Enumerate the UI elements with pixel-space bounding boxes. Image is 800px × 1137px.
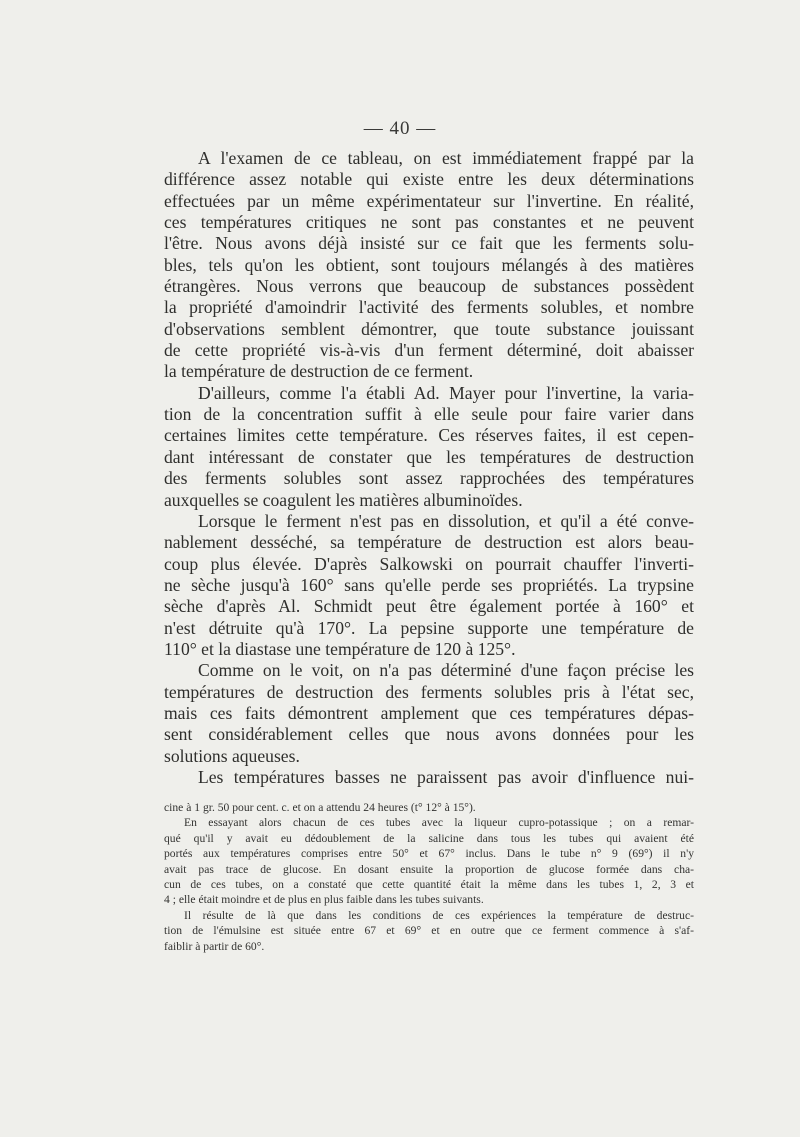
footnote-line: avait pas trace de glucose. En dosant ensuite la proportion de glucose formée dans cha-: [164, 862, 694, 876]
text-line: auxquelles se coagulent les matières albuminoïdes.: [164, 489, 523, 510]
text-line: sent considérablement celles que nous avons données pour les: [164, 724, 694, 745]
paragraph: [164, 148, 694, 383]
text-line: d'observations semblent démontrer, que toute substance jouissant: [164, 318, 694, 339]
text-line: certaines limites cette température. Ces réserves faites, il est cepen-: [164, 425, 694, 446]
footnote-line: portés aux températures comprises entre 50° et 67° inclus. Dans le tube n° 9 (69°) il n'y: [164, 847, 694, 861]
footnote: [164, 908, 694, 954]
text-line: A l'examen de ce tableau, on est immédiatement frappé par la: [198, 148, 694, 168]
text-line: tion de la concentration suffit à elle seule pour faire varier dans: [164, 404, 694, 425]
text-line: la température de destruction de ce ferment.: [164, 361, 474, 382]
footnote-line: 4 ; elle était moindre et de plus en plus faible dans les tubes suivants.: [164, 893, 484, 907]
text-line: D'ailleurs, comme l'a établi Ad. Mayer pour l'invertine, la varia-: [198, 382, 694, 403]
text-line: Lorsque le ferment n'est pas en dissolution, et qu'il a été conve-: [198, 510, 694, 531]
text-line: températures de destruction des ferments solubles pris à l'état sec,: [164, 681, 694, 702]
text-line: effectuées par un même expérimentateur sur l'invertine. En réalité,: [164, 190, 694, 211]
footnote: [164, 815, 694, 907]
footnote-line: cine à 1 gr. 50 pour cent. c. et on a attendu 24 heures (t° 12° à 15°).: [164, 801, 476, 814]
text-line: mais ces faits démontrent amplement que ces températures dépas-: [164, 702, 694, 723]
page-number: — 40 —: [363, 118, 437, 139]
text-line: coup plus élevée. D'après Salkowski on pourrait chauffer l'inverti-: [164, 553, 694, 574]
text-line: différence assez notable qui existe entre les deux déterminations: [164, 169, 694, 190]
text-line: solutions aqueuses.: [164, 745, 300, 766]
text-line: bles, tels qu'on les obtient, sont toujours mélangés à des matières: [164, 254, 694, 275]
text-line: de cette propriété vis-à-vis d'un ferment déterminé, doit abaisser: [164, 340, 694, 361]
paragraph: [164, 767, 694, 788]
text-line: Comme on le voit, on n'a pas déterminé d'une façon précise les: [198, 660, 694, 681]
paragraph: [164, 660, 694, 767]
text-line: l'être. Nous avons déjà insisté sur ce fait que les ferments solu-: [164, 233, 694, 254]
footnote-line: cun de ces tubes, on a constaté que cette quantité était la même dans les tubes 1, 2, 3 et: [164, 877, 694, 891]
footnote: [164, 800, 694, 815]
paragraph: [164, 511, 694, 660]
text-line: ne sèche jusqu'à 160° sans qu'elle perde ses propriétés. La trypsine: [164, 574, 694, 595]
text-line: n'est détruite qu'à 170°. La pepsine supporte une température de: [164, 617, 694, 638]
footnote-line: tion de l'émulsine est située entre 67 et 69° et en outre que ce ferment commence à s'af-: [164, 924, 694, 938]
text-line: sèche d'après Al. Schmidt peut être également portée à 160° et: [164, 596, 694, 617]
text-line: Les températures basses ne paraissent pas avoir d'influence nui-: [198, 766, 694, 787]
paragraph: [164, 383, 694, 511]
footnote-line: En essayant alors chacun de ces tubes avec la liqueur cupro-potassique ; on a remar-: [184, 816, 694, 830]
main-text: [164, 148, 694, 788]
text-line: 110° et la diastase une température de 120 à 125°.: [164, 638, 516, 659]
text-line: étrangères. Nous verrons que beaucoup de substances possèdent: [164, 276, 694, 297]
footnote-line: faiblir à partir de 60°.: [164, 939, 265, 953]
footnote-line: qué qu'il y avait eu dédoublement de la salicine dans tous les tubes qui avaient été: [164, 831, 694, 845]
text-line: dant intéressant de constater que les températures de destruction: [164, 446, 694, 467]
text-line: ces températures critiques ne sont pas constantes et ne peuvent: [164, 212, 694, 233]
footnote-line: Il résulte de là que dans les conditions de ces expériences la température de destruc-: [184, 908, 694, 922]
text-line: la propriété d'amoindrir l'activité des ferments solubles, et nombre: [164, 297, 694, 318]
footnotes: [164, 800, 694, 954]
text-line: des ferments solubles sont assez rapprochées des températures: [164, 468, 694, 489]
text-line: nablement desséché, sa température de destruction est alors beau-: [164, 532, 694, 553]
